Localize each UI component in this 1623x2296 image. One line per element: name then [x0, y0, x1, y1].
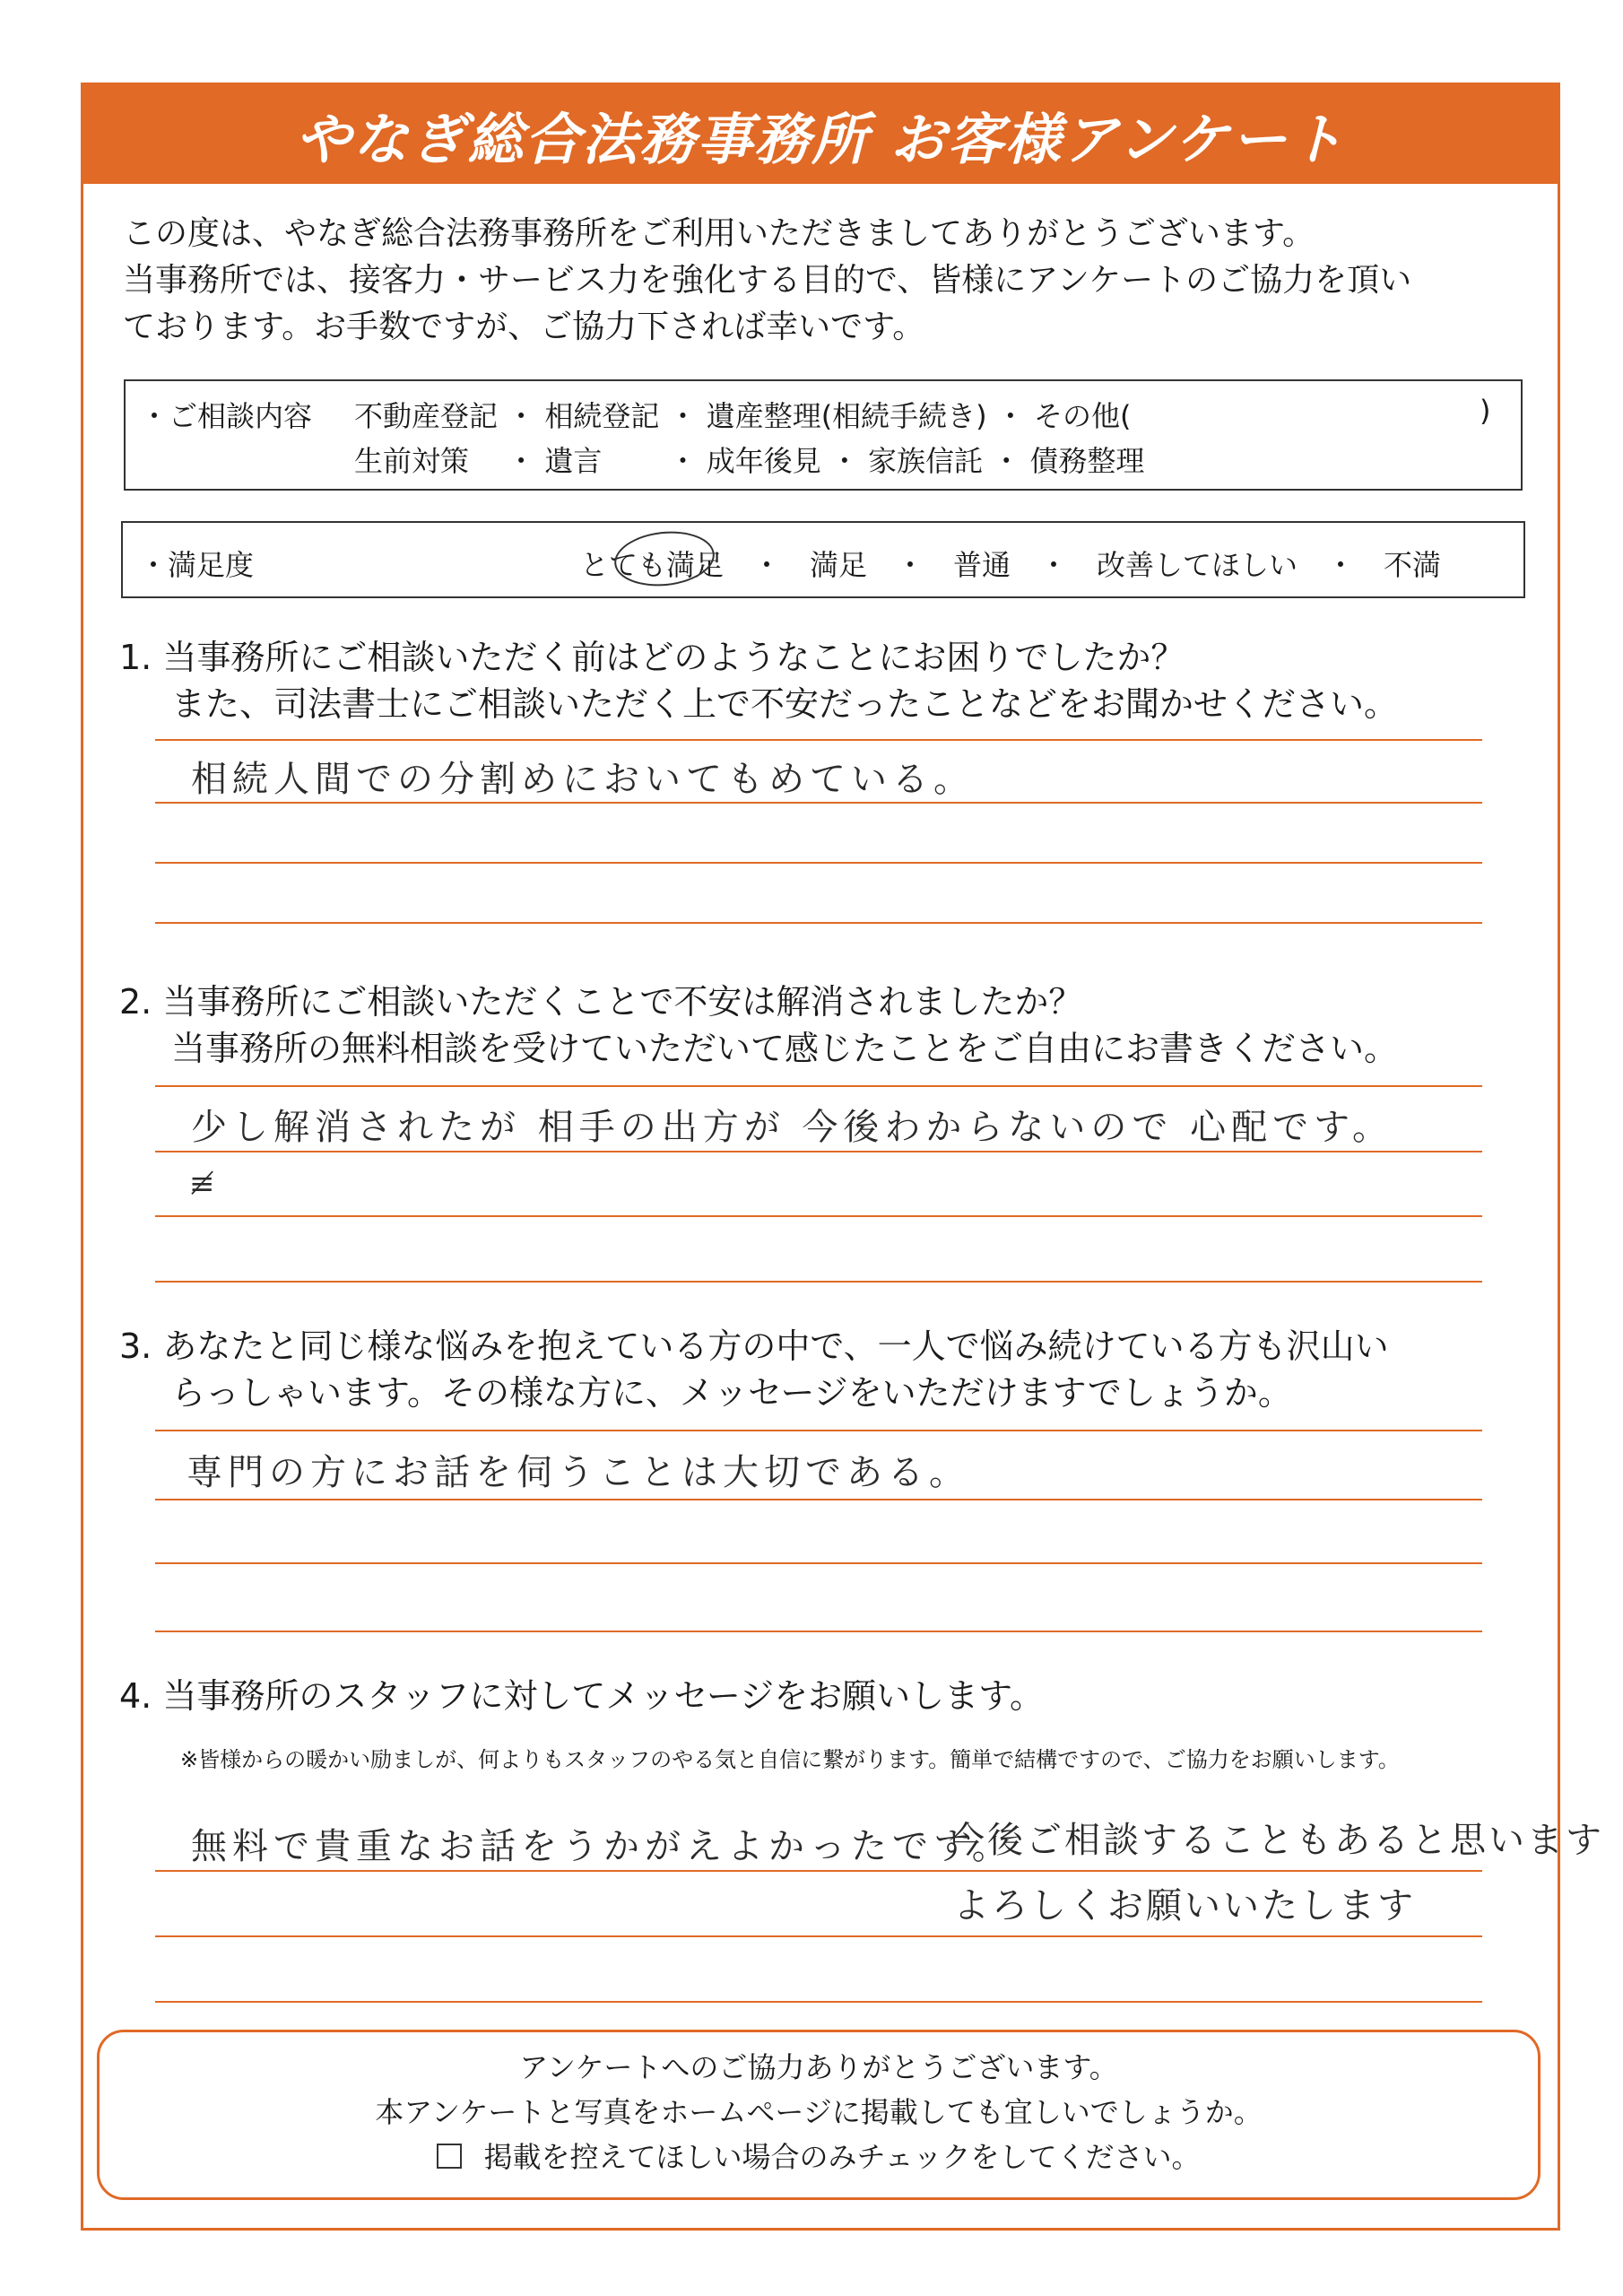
- intro-line: 当事務所では、接客力・サービス力を強化する目的で、皆様にアンケートのご協力を頂い: [123, 262, 1412, 299]
- question-text: 当事務所のスタッフに対してメッセージをお願いします。: [162, 1676, 1045, 1716]
- answer-line: [155, 1085, 1482, 1087]
- survey-title: やなぎ総合法務事務所 お客様アンケート: [83, 85, 1558, 184]
- other-close-paren: ): [1480, 394, 1491, 428]
- satisfaction-box: [121, 521, 1525, 598]
- footer-check-instruction: 掲載を控えてほしい場合のみチェックをしてください。: [483, 2140, 1201, 2174]
- question-number: 3.: [119, 1326, 152, 1366]
- footer-consent-box: [97, 2030, 1541, 2200]
- question-text: 当事務所にご相談いただくことで不安は解消されましたか？: [162, 982, 1083, 1022]
- answer-line: [155, 1562, 1482, 1564]
- answer-line: [155, 862, 1482, 864]
- question-4: [119, 1673, 1545, 1719]
- answer-line: [155, 922, 1482, 924]
- answer-line: [155, 1631, 1482, 1632]
- question-number: 2.: [119, 982, 152, 1022]
- intro-line: この度は、やなぎ総合法務事務所をご利用いただきましてありがとうございます。: [123, 215, 1315, 252]
- consent-checkbox[interactable]: [437, 2144, 462, 2169]
- handwritten-mark: ≢: [189, 1166, 221, 1202]
- answer-line: [155, 1935, 1482, 1937]
- answer-line: [155, 1215, 1482, 1217]
- handwritten-answer: 少し解消されたが 相手の出方が 今後わからないので 心配です。: [191, 1107, 1393, 1148]
- handwritten-answer: 相続人間での分割めにおいてもめている。: [191, 759, 975, 800]
- footer-question: 本アンケートと写真をホームページに掲載しても宜しいでしょうか。: [375, 2095, 1263, 2129]
- question-note: ※皆様からの暖かい励ましが、何よりもスタッフのやる気と自信に繋がります。簡単で結構ですので、ご協力をお願いします。: [180, 1747, 1400, 1772]
- question-text: 当事務所にご相談いただく前はどのようなことにお困りでしたか？: [162, 638, 1185, 677]
- consultation-options-row1[interactable]: 不動産登記 ・ 相続登記 ・ 遺産整理(相続手続き) ・ その他(: [354, 399, 1132, 433]
- footer-thanks: アンケートへのご協力ありがとうございます。: [519, 2050, 1118, 2084]
- handwritten-answer: 専門の方にお話を伺うことは大切である。: [187, 1452, 970, 1493]
- answer-line: [155, 1430, 1482, 1431]
- answer-line: [155, 802, 1482, 804]
- consultation-options-row2[interactable]: 生前対策 ・ 遺言 ・ 成年後見 ・ 家族信託 ・ 債務整理: [354, 444, 1145, 478]
- intro-text: [123, 211, 1540, 351]
- question-1: [119, 634, 1545, 727]
- survey-sheet: [81, 83, 1604, 2231]
- answer-line: [155, 1281, 1482, 1283]
- question-text: また、司法書士にご相談いただく上で不安だったことなどをお聞かせください。: [171, 684, 1399, 724]
- satisfaction-options[interactable]: とても満足 ・ 満足 ・ 普通 ・ 改善してほしい ・ 不満: [580, 548, 1442, 582]
- answer-line: [155, 2001, 1482, 2003]
- intro-line: ております。お手数ですが、ご協力下されば幸いです。: [123, 309, 925, 345]
- question-text: あなたと同じ様な悩みを抱えている方の中で、一人で悩み続けている方も沢山い: [162, 1326, 1389, 1366]
- satisfaction-label: ・満足度: [139, 548, 255, 582]
- answer-line: [155, 739, 1482, 741]
- handwritten-answer: 今後ご相談することもあると思います: [949, 1820, 1604, 1861]
- question-2: [119, 978, 1545, 1072]
- consultation-type-box: [124, 379, 1523, 491]
- consultation-type-label: ・ご相談内容: [140, 399, 313, 433]
- question-text: らっしゃいます。その様な方に、メッセージをいただけますでしょうか。: [171, 1373, 1292, 1413]
- handwritten-answer: 無料で貴重なお話をうかがえよかったです。: [191, 1826, 1013, 1867]
- question-number: 1.: [119, 638, 152, 677]
- answer-line: [155, 1499, 1482, 1500]
- handwritten-answer: よろしくお願いいたします: [953, 1885, 1416, 1926]
- answer-line: [155, 1151, 1482, 1152]
- question-3: [119, 1323, 1545, 1416]
- answer-line: [155, 1870, 1482, 1872]
- question-number: 4.: [119, 1676, 152, 1716]
- question-text: 当事務所の無料相談を受けていただいて感じたことをご自由にお書きください。: [171, 1029, 1399, 1068]
